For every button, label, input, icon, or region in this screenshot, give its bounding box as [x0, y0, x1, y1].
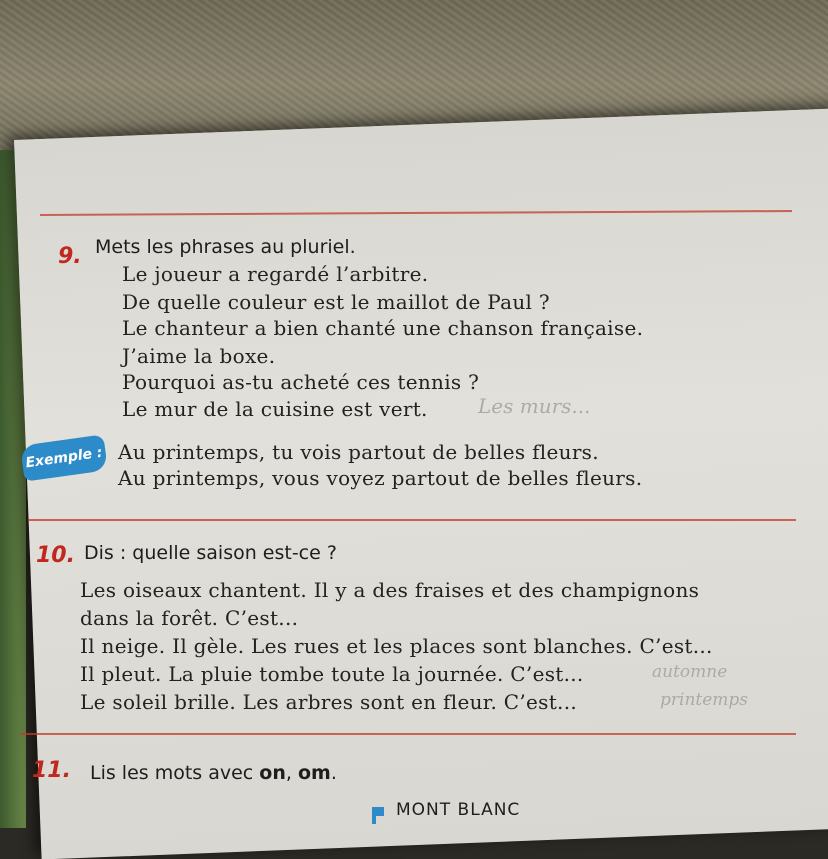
exercise-11-separator: ,	[285, 762, 298, 784]
exercise-9-instruction: Mets les phrases au pluriel.	[95, 236, 356, 258]
middle-divider	[28, 519, 796, 521]
exercise-11-word-om: om	[297, 762, 331, 784]
exercise-11-instruction	[90, 762, 337, 784]
exercise-10-line: dans la forêt. C’est...	[80, 606, 299, 630]
exercise-11-number: 11.	[32, 758, 71, 783]
pencil-note: printemps	[660, 690, 749, 710]
example-badge-label: Exemple :	[24, 444, 104, 472]
brand-name: MONT BLANC	[396, 800, 521, 820]
exercise-9-number: 9.	[58, 244, 82, 269]
exercise-9-sentence: De quelle couleur est le maillot de Paul ?	[122, 290, 550, 314]
exercise-10-number: 10.	[36, 543, 75, 568]
bottom-divider	[20, 733, 796, 735]
exercise-10-line: Les oiseaux chantent. Il y a des fraises et des champignons	[80, 578, 700, 602]
exercise-11-prefix: Lis les mots avec	[90, 762, 260, 784]
exercise-9-sentence: Pourquoi as-tu acheté ces tennis ?	[122, 370, 480, 394]
exercise-9-sentence: Le chanteur a bien chanté une chanson française.	[122, 316, 644, 340]
exercise-10-line: Le soleil brille. Les arbres sont en fleur. C’est...	[80, 690, 578, 714]
exercise-10-line: Il neige. Il gèle. Les rues et les places sont blanches. C’est...	[80, 634, 713, 658]
exercise-11-word-on: on	[259, 762, 286, 784]
exercise-11-suffix: .	[330, 762, 337, 784]
top-divider	[40, 210, 792, 216]
example-line: Au printemps, vous voyez partout de belles fleurs.	[118, 466, 643, 490]
pencil-note: Les murs...	[478, 394, 591, 418]
example-line: Au printemps, tu vois partout de belles fleurs.	[118, 440, 599, 464]
pencil-note: automne	[652, 662, 728, 682]
brand-logo-icon	[370, 805, 388, 825]
exercise-10-line: Il pleut. La pluie tombe toute la journée. C’est...	[80, 662, 584, 686]
exercise-9-sentence: J’aime la boxe.	[122, 344, 276, 368]
exercise-9-sentence: Le joueur a regardé l’arbitre.	[122, 262, 429, 286]
example-badge	[20, 434, 108, 481]
exercise-10-instruction: Dis : quelle saison est-ce ?	[84, 542, 337, 564]
exercise-9-sentence: Le mur de la cuisine est vert.	[122, 397, 428, 421]
